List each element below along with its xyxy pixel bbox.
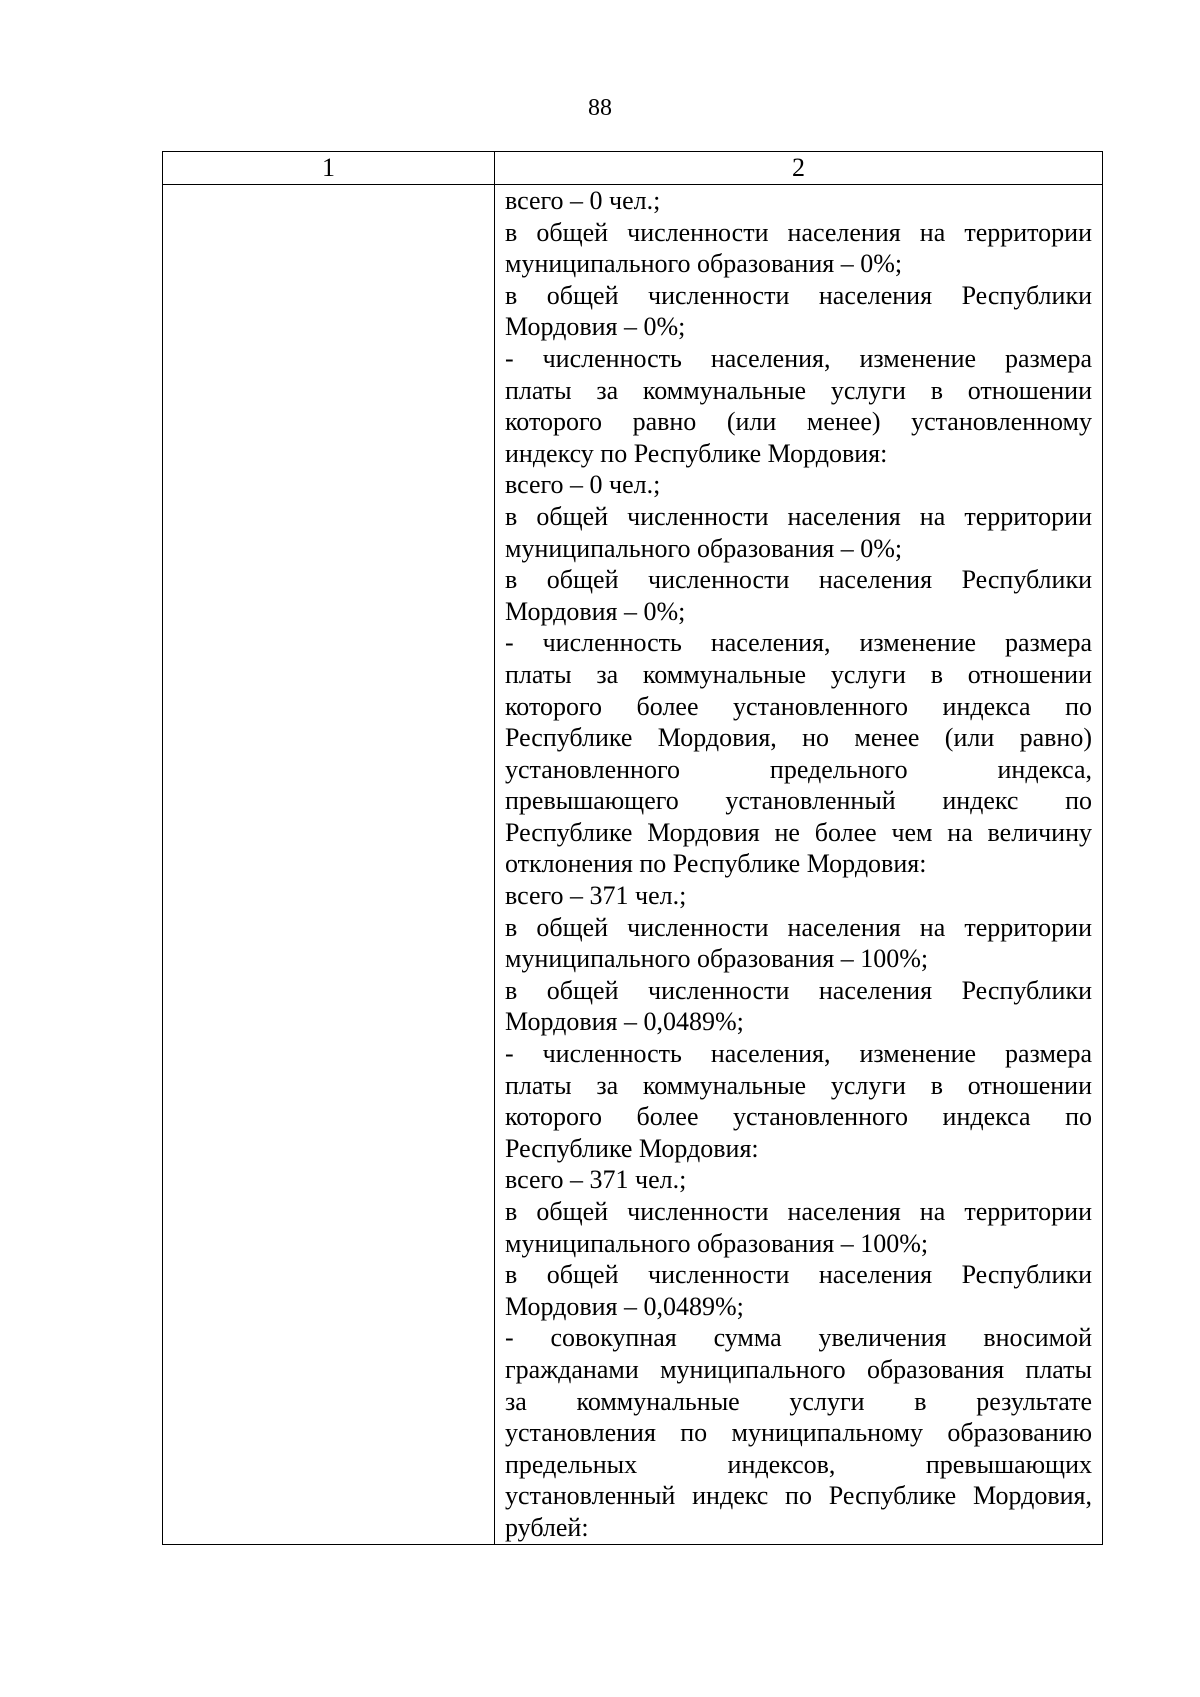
text-line: всего – 371 чел.; xyxy=(505,1165,687,1195)
text-line: установленного предельного индекса, xyxy=(505,754,1092,784)
text-line: которого равно (или менее) установленному xyxy=(505,407,1092,437)
text-line: которого более установленного индекса по xyxy=(505,1102,1092,1132)
document-table xyxy=(162,151,1103,1545)
text-line: в общей численности населения Республики xyxy=(505,565,1092,595)
text-line: муниципального образования – 100%; xyxy=(505,1228,929,1258)
table-row xyxy=(163,185,1103,1545)
text-line: всего – 0 чел.; xyxy=(505,470,661,500)
text-line: установления по муниципальному образованию xyxy=(505,1418,1092,1448)
text-line: платы за коммунальные услуги в отношении xyxy=(505,659,1092,689)
text-line: за коммунальные услуги в результате xyxy=(505,1386,1092,1416)
page-number: 88 xyxy=(588,95,612,121)
text-line: - численность населения, изменение размера xyxy=(505,343,1092,373)
text-line: превышающего установленный индекс по xyxy=(505,786,1092,816)
text-line: в общей численности населения на территории xyxy=(505,1197,1092,1226)
text-line: гражданами муниципального образования платы xyxy=(505,1354,1092,1384)
text-line: муниципального образования – 0%; xyxy=(505,533,903,563)
table-cell-column-1 xyxy=(163,185,495,1545)
cell-text-lines xyxy=(505,185,1092,1544)
text-line: - совокупная сумма увеличения вносимой xyxy=(505,1323,1092,1353)
text-line: предельных индексов, превышающих xyxy=(505,1449,1092,1479)
text-line: всего – 371 чел.; xyxy=(505,881,687,911)
text-line: установленный индекс по Республике Мордовия, xyxy=(505,1481,1092,1511)
text-line: Республике Мордовия не более чем на величину xyxy=(505,817,1092,847)
text-line: Мордовия – 0%; xyxy=(505,312,686,342)
text-line: - численность населения, изменение размера xyxy=(505,628,1092,658)
text-line: которого более установленного индекса по xyxy=(505,691,1092,721)
text-line: платы за коммунальные услуги в отношении xyxy=(505,375,1092,405)
text-line: муниципального образования – 0%; xyxy=(505,249,903,279)
text-line: - численность населения, изменение размера xyxy=(505,1039,1092,1069)
text-line: в общей численности населения на территории xyxy=(505,912,1092,942)
text-line: муниципального образования – 100%; xyxy=(505,944,929,974)
column-header-1: 1 xyxy=(163,152,495,185)
table-cell-column-2 xyxy=(495,185,1103,1545)
text-line: в общей численности населения на территории xyxy=(505,217,1092,247)
text-line: индексу по Республике Мордовия: xyxy=(505,438,888,468)
text-line: всего – 0 чел.; xyxy=(505,186,661,215)
table-header-row xyxy=(163,152,1103,185)
text-line: Мордовия – 0%; xyxy=(505,596,686,626)
text-line: в общей численности населения Республики xyxy=(505,280,1092,310)
text-line: в общей численности населения на территории xyxy=(505,501,1092,531)
text-line: Мордовия – 0,0489%; xyxy=(505,1007,744,1037)
text-line: платы за коммунальные услуги в отношении xyxy=(505,1070,1092,1100)
text-line: рублей: xyxy=(505,1512,589,1542)
text-line: в общей численности населения Республики xyxy=(505,975,1092,1005)
text-line: отклонения по Республике Мордовия: xyxy=(505,849,927,879)
text-line: в общей численности населения Республики xyxy=(505,1260,1092,1290)
text-line: Республике Мордовия, но менее (или равно) xyxy=(505,723,1092,753)
text-line: Мордовия – 0,0489%; xyxy=(505,1291,744,1321)
text-line: Республике Мордовия: xyxy=(505,1133,759,1163)
column-header-2: 2 xyxy=(495,152,1103,185)
